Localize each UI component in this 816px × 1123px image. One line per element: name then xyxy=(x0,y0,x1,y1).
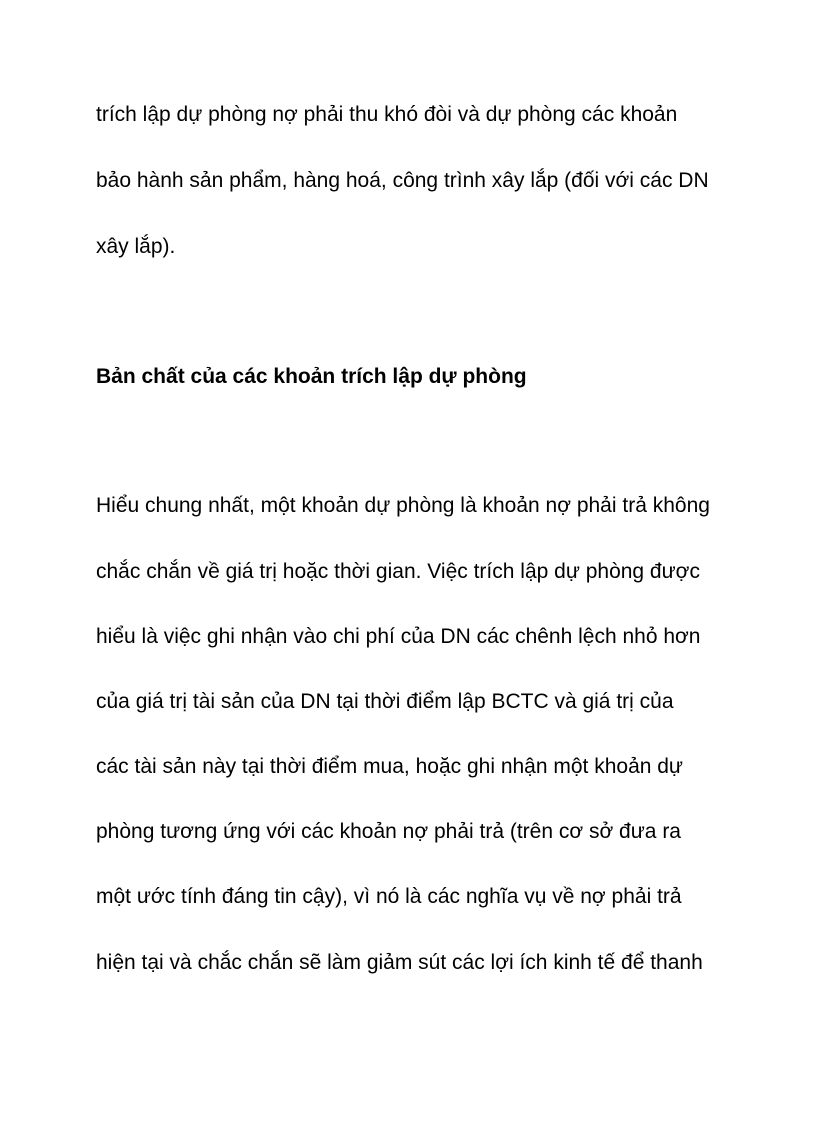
paragraph-line: các tài sản này tại thời điểm mua, hoặc ghi nhận một khoản dự xyxy=(96,755,683,778)
paragraph-line: hiện tại và chắc chắn sẽ làm giảm sút các lợi ích kinh tế để thanh xyxy=(96,951,703,974)
paragraph-line: trích lập dự phòng nợ phải thu khó đòi và dự phòng các khoản xyxy=(96,103,678,126)
paragraph-line: phòng tương ứng với các khoản nợ phải trả (trên cơ sở đưa ra xyxy=(96,820,681,843)
paragraph-line: bảo hành sản phẩm, hàng hoá, công trình xây lắp (đối với các DN xyxy=(96,169,709,192)
paragraph-line: của giá trị tài sản của DN tại thời điểm lập BCTC và giá trị của xyxy=(96,690,674,713)
section-heading: Bản chất của các khoản trích lập dự phòng xyxy=(96,365,527,388)
paragraph-line: xây lắp). xyxy=(96,235,176,258)
paragraph-line: một ước tính đáng tin cậy), vì nó là các nghĩa vụ về nợ phải trả xyxy=(96,885,682,908)
paragraph-line: chắc chắn về giá trị hoặc thời gian. Việc trích lập dự phòng được xyxy=(96,560,700,583)
paragraph-line: hiểu là việc ghi nhận vào chi phí của DN các chênh lệch nhỏ hơn xyxy=(96,625,701,648)
paragraph-line: Hiểu chung nhất, một khoản dự phòng là khoản nợ phải trả không xyxy=(96,494,710,517)
